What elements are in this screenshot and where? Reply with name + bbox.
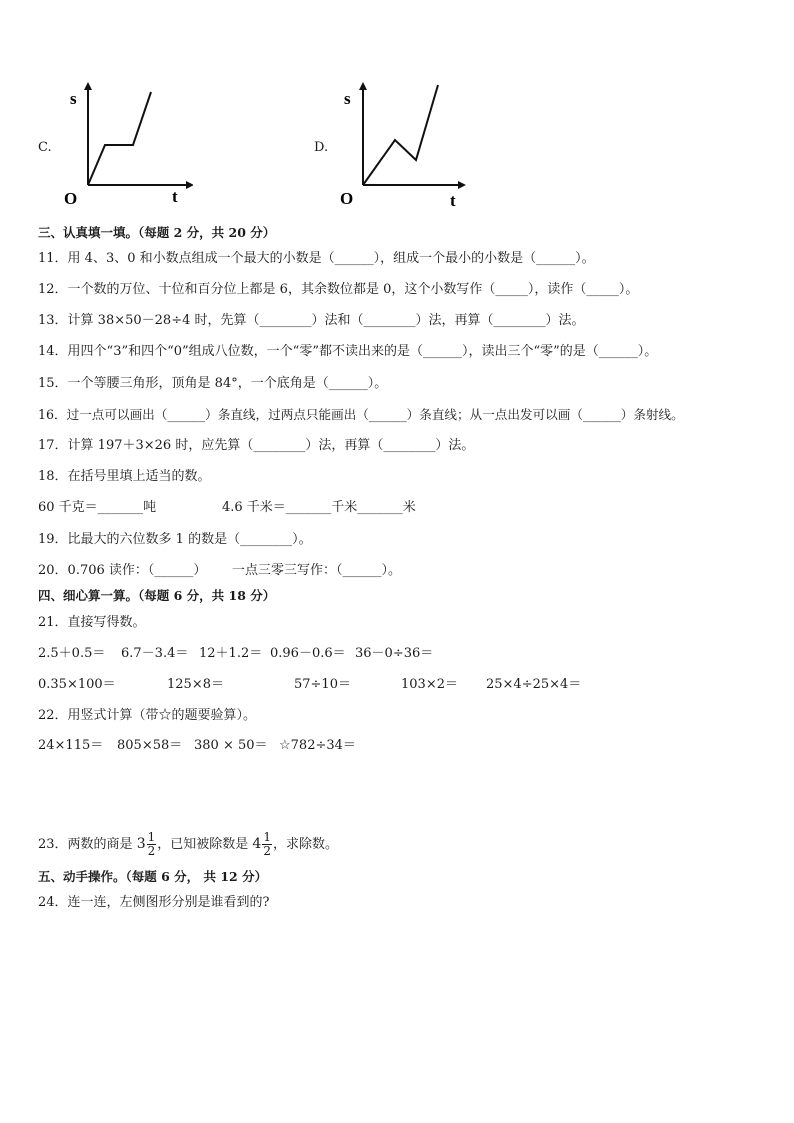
calc-item: 2.5＋0.5＝ <box>38 646 106 661</box>
calc-item: 0.35×100＝ <box>38 677 116 692</box>
question-14: 14．用四个“3”和四个“0”组成八位数，一个“零”都不读出来的是（______），读出三个“零”的是（______）。 <box>38 344 658 359</box>
calc-item: 57÷10＝ <box>294 677 351 692</box>
section-4-heading: 四、细心算一算。（每题 6 分，共 18 分） <box>38 588 276 603</box>
calc-item: 12＋1.2＝ <box>199 646 263 661</box>
s-axis-arrow <box>84 82 92 90</box>
question-21: 21．直接写得数。 <box>38 615 146 630</box>
question-23 <box>38 826 338 863</box>
calc-item: 125×8＝ <box>167 677 224 692</box>
question-12: 12．一个数的万位、十位和百分位上都是 6，其余数位都是 0，这个小数写作（_____），读作（_____）。 <box>38 282 639 297</box>
question-18-part-a: 60 千克＝_______吨 <box>38 500 157 515</box>
fraction <box>147 831 157 858</box>
s-axis-arrow <box>359 82 367 90</box>
fraction <box>262 831 272 858</box>
question-23-prefix: 23．两数的商是 <box>38 837 137 852</box>
s-label: s <box>344 89 351 108</box>
mixed-whole: 3 <box>136 836 146 852</box>
vertical-calc-item: ☆782÷34＝ <box>279 738 356 753</box>
fraction-denominator: 2 <box>147 844 156 858</box>
question-17: 17．计算 197＋3×26 时，应先算（________）法，再算（________）法。 <box>38 438 475 453</box>
graph-d-line <box>363 85 438 185</box>
t-label: t <box>172 187 178 206</box>
question-23-middle: ，已知被除数是 <box>157 837 253 852</box>
vertical-calc-item: 380 × 50＝ <box>194 738 268 753</box>
question-20-part-a: 20．0.706 读作：（______） <box>38 563 207 578</box>
question-18: 18．在括号里填上适当的数。 <box>38 469 211 484</box>
calc-item: 25×4÷25×4＝ <box>486 677 582 692</box>
t-axis-arrow <box>186 181 193 189</box>
graph-d <box>338 82 468 210</box>
mixed-whole: 4 <box>252 836 262 852</box>
question-22: 22．用竖式计算（带☆的题要验算）。 <box>38 708 257 723</box>
question-15: 15．一个等腰三角形，顶角是 84°，一个底角是（______）。 <box>38 376 388 391</box>
vertical-calc-item: 805×58＝ <box>117 738 183 753</box>
option-d-label: D. <box>314 140 329 155</box>
calc-item: 6.7－3.4＝ <box>121 646 189 661</box>
vertical-calc-item: 24×115＝ <box>38 738 104 753</box>
origin-label: O <box>64 189 78 208</box>
section-5-heading: 五、动手操作。（每题 6 分， 共 12 分） <box>38 869 268 884</box>
calc-item: 103×2＝ <box>401 677 458 692</box>
calc-item: 36－0÷36＝ <box>355 646 434 661</box>
fraction-denominator: 2 <box>263 844 271 858</box>
graph-c <box>58 82 193 210</box>
section-3-heading: 三、认真填一填。（每题 2 分，共 20 分） <box>38 225 276 240</box>
t-label: t <box>450 191 456 210</box>
question-19: 19．比最大的六位数多 1 的数是（________）。 <box>38 532 312 547</box>
calc-item: 0.96－0.6＝ <box>270 646 346 661</box>
t-axis-arrow <box>458 181 466 189</box>
graph-c-line <box>88 92 151 185</box>
question-24: 24．连一连，左侧图形分别是谁看到的? <box>38 895 270 910</box>
question-13: 13．计算 38×50－28÷4 时，先算（________）法和（________）法，再算（________）法。 <box>38 313 585 328</box>
question-11: 11．用 4、3、0 和小数点组成一个最大的小数是（______），组成一个最小的小数是（______）。 <box>38 251 595 266</box>
fraction-numerator: 1 <box>263 830 271 844</box>
s-label: s <box>70 89 77 108</box>
question-20-part-b: 一点三零三写作：（______）。 <box>232 563 402 578</box>
question-23-suffix: ，求除数。 <box>272 837 338 852</box>
option-c-label: C. <box>38 140 52 155</box>
origin-label: O <box>340 189 354 208</box>
question-18-part-b: 4.6 千米＝_______千米_______米 <box>222 500 416 515</box>
question-16: 16．过一点可以画出（______）条直线，过两点只能画出（______）条直线；从一点出发可以画（______）条射线。 <box>38 407 684 422</box>
fraction-numerator: 1 <box>147 830 156 844</box>
